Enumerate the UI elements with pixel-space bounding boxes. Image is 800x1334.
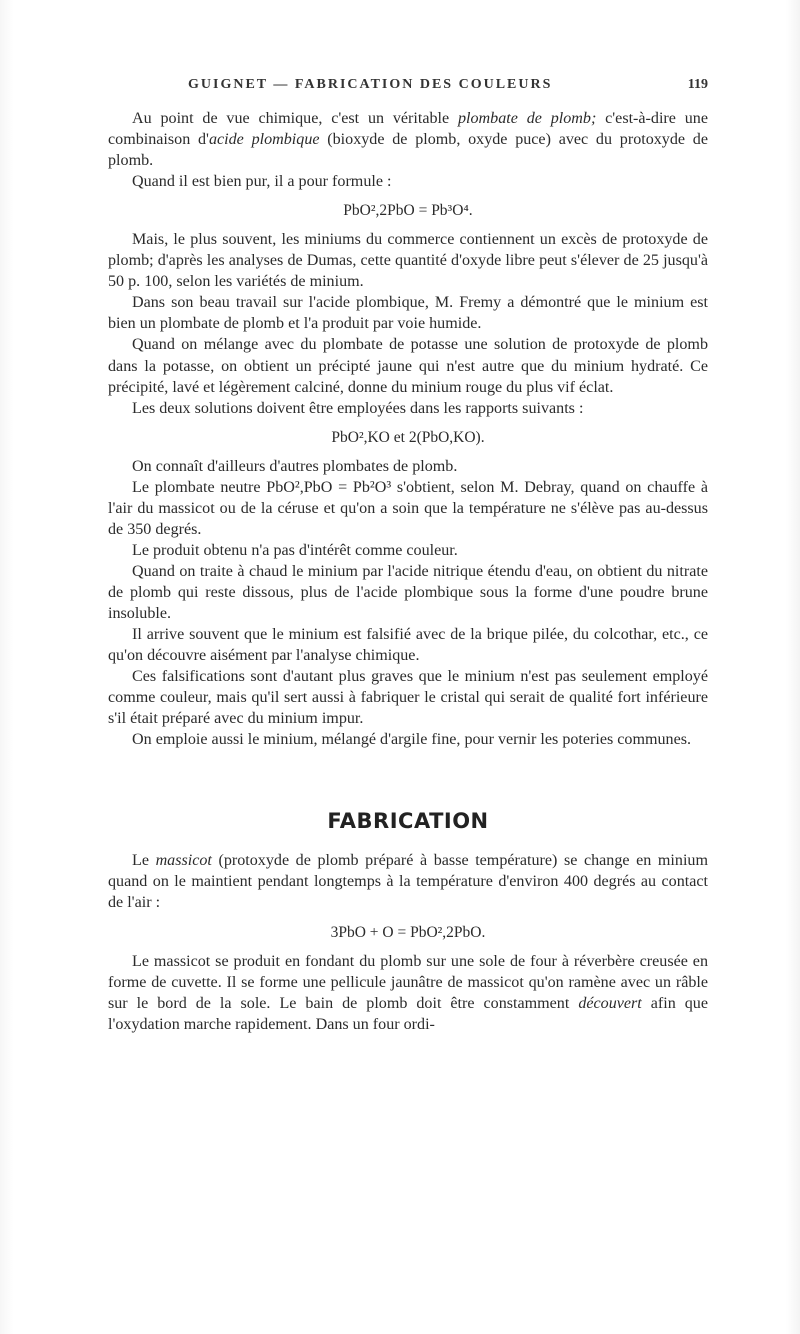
text-run: Le massicot se produit en fondant du plomb sur une sole de four à réverbère creusée en forme de cuvette. Il se forme une pellicule jaunâtre de massicot qu'on ramène avec un râble sur le bord de la sole. Le bain de plomb doit être constamment bbox=[108, 952, 708, 1012]
paragraph: Quand on mélange avec du plombate de potasse une solution de protoxyde de plomb dans la potasse, on obtient un précipté jaune qui n'est autre que du minium hydraté. Ce précipité, lavé et légèrement calciné, donne du minium rouge du plus vif éclat. bbox=[108, 336, 708, 396]
paragraph: Il arrive souvent que le minium est falsifié avec de la brique pilée, du colcothar, etc., ce qu'on découvre aisément par l'analyse chimique. bbox=[108, 626, 708, 665]
text-run: c'est-à-dire une combinaison d' bbox=[108, 110, 708, 149]
formula: PbO²,2PbO = Pb³O⁴. bbox=[343, 202, 473, 220]
text-run: (protoxyde de plomb préparé à basse température) se change en minium quand on le maintient pendant longtemps à la température d'environ 400 degrés au contact de l'air : bbox=[108, 852, 708, 912]
paragraph: Les deux solutions doivent être employées dans les rapports suivants : bbox=[132, 399, 584, 417]
paragraph: Le produit obtenu n'a pas d'intérêt comme couleur. bbox=[132, 541, 458, 559]
paragraph: On emploie aussi le minium, mélangé d'argile fine, pour vernir les poteries communes. bbox=[132, 731, 692, 749]
formula: 3PbO + O = PbO²,2PbO. bbox=[330, 923, 486, 941]
paragraph: Dans son beau travail sur l'acide plombique, M. Fremy a démontré que le minium est bien un plombate de plomb et l'a produit par voie humide. bbox=[108, 294, 708, 333]
body-text bbox=[108, 108, 708, 1035]
italic-term: découvert bbox=[578, 994, 642, 1012]
paragraph: On connaît d'ailleurs d'autres plombates de plomb. bbox=[132, 457, 458, 475]
paragraph: Mais, le plus souvent, les miniums du commerce contiennent un excès de protoxyde de plomb; d'après les analyses de Dumas, cette quantité d'oxyde libre peut s'élever de 25 jusqu'à 50 p. 100, selon les variétés de minium. bbox=[108, 231, 708, 291]
paragraph: Ces falsifications sont d'autant plus graves que le minium n'est pas seulement employé comme couleur, mais qu'il sert aussi à fabriquer le cristal qui serait de qualité fort inférieure s'il était préparé avec du minium impur. bbox=[108, 668, 708, 728]
page-number: 119 bbox=[687, 77, 708, 92]
paragraph: Quand il est bien pur, il a pour formule : bbox=[132, 173, 392, 191]
paragraph: Quand on traite à chaud le minium par l'acide nitrique étendu d'eau, on obtient du nitrate de plomb qui reste dissous, plus de l'acide plombique sous la forme d'une poudre brune insoluble. bbox=[108, 562, 708, 623]
paragraph bbox=[108, 951, 708, 1035]
text-run: Au point de vue chimique, c'est un véritable bbox=[132, 110, 458, 127]
italic-term: acide plombique bbox=[208, 131, 320, 149]
text-run: afin que l'oxydation marche rapidement. Dans un four ordi- bbox=[108, 994, 708, 1033]
running-head: GUIGNET — FABRICATION DES COULEURS bbox=[188, 77, 553, 92]
text-run: Le bbox=[132, 852, 156, 870]
italic-term: plombate de plomb; bbox=[457, 110, 597, 127]
paragraph bbox=[108, 108, 708, 171]
paragraph bbox=[108, 850, 708, 913]
text-run: (bioxyde de plomb, oxyde puce) avec du protoxyde de plomb. bbox=[108, 131, 708, 170]
paragraph: Le plombate neutre PbO²,PbO = Pb²O³ s'obtient, selon M. Debray, quand on chauffe à l'air du massicot ou de la céruse et qu'on a soin que la température ne s'élève pas au-dessus de 350 degrés. bbox=[108, 478, 708, 538]
page-header bbox=[108, 77, 708, 99]
section-title: FABRICATION bbox=[327, 809, 489, 834]
italic-term: massicot bbox=[155, 852, 212, 870]
formula: PbO²,KO et 2(PbO,KO). bbox=[331, 428, 485, 446]
